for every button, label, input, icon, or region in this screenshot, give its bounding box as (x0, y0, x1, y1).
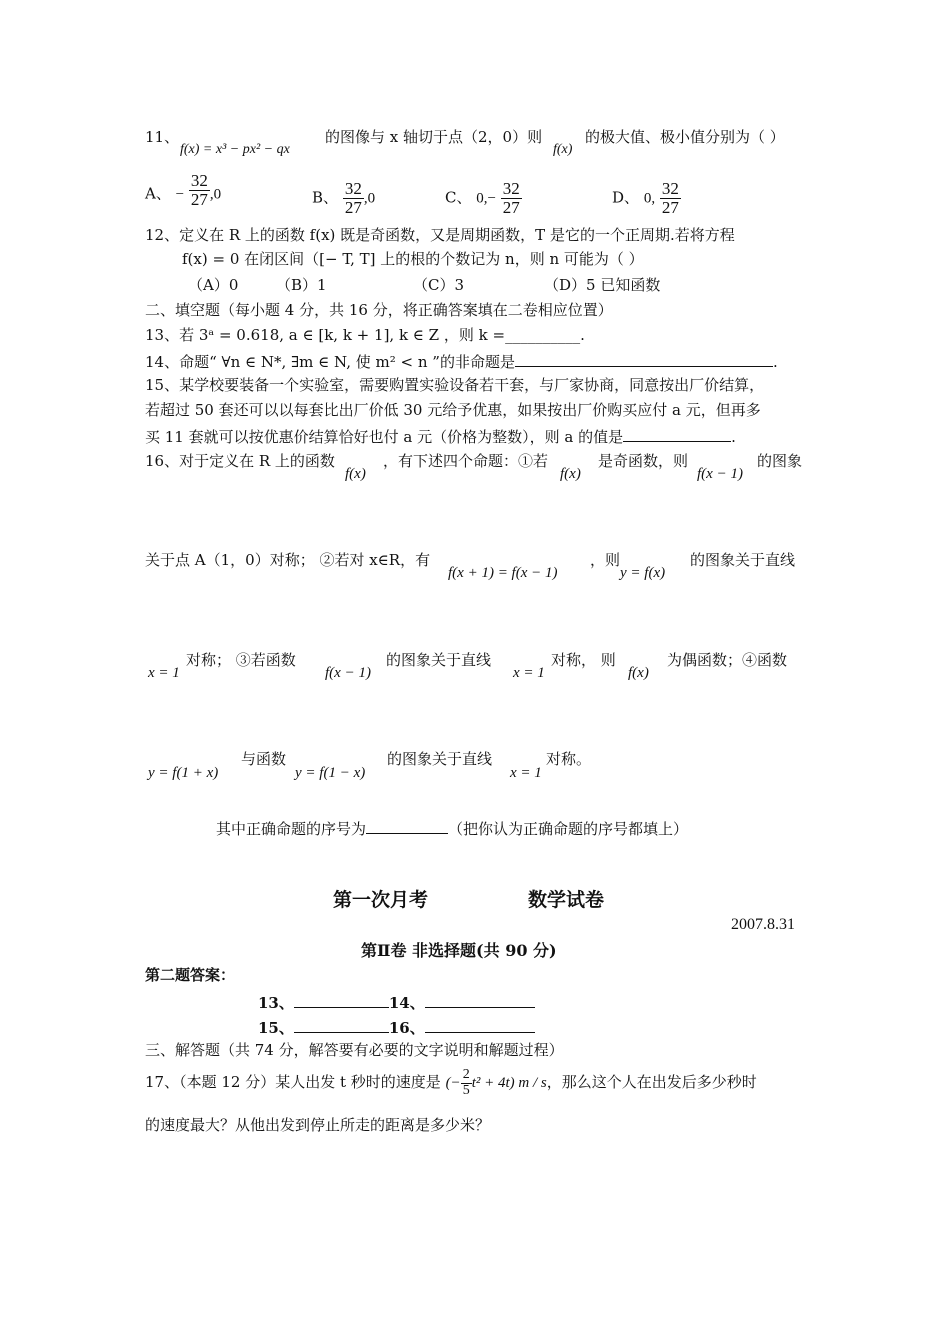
q16-line1a: 16、对于定义在 R 上的函数 (145, 452, 335, 470)
q16-line2b: ，则 (590, 551, 621, 569)
option-d: D、 0, $\frac{32}{27}$ (612, 179, 679, 217)
q14: 14、命题“ ∀n ∈ N*, ∃m ∈ N, 使 m² < n ”的非命题是 . (145, 353, 778, 371)
q16-eq2: f(x + 1) = f(x − 1) (448, 565, 558, 581)
q12-line1: 12、定义在 R 上的函数 f(x) 既是奇函数，又是周期函数，T 是它的一个正周期.若将方程 (145, 226, 735, 244)
q16-fx-minus-1: f(x − 1) (697, 466, 743, 482)
q16-line4a: 与函数 (241, 750, 287, 768)
q16-eq2b: y = f(x) (620, 565, 666, 581)
q16-eq4b: y = f(1 − x) (295, 765, 366, 781)
q14-blank[interactable] (515, 352, 773, 367)
answer-15-blank[interactable] (294, 1018, 389, 1033)
q16-line1b: ，有下述四个命题：①若 (383, 452, 549, 470)
section-2-heading: 二、填空题（每小题 4 分，共 16 分，将正确答案填在二卷相应位置） (145, 301, 613, 319)
answers-title: 第二题答案： (145, 966, 236, 984)
q16-line2c: 的图象关于直线 (690, 551, 796, 569)
q11-formula: f(x) = x³ − px² − qx (180, 142, 290, 157)
q16-line3a: 对称； ③若函数 (186, 651, 296, 669)
q12-option-d: （D）5 已知函数 (544, 276, 661, 294)
q16-line3b: 的图象关于直线 (386, 651, 492, 669)
exam-title-right: 数学试卷 (528, 889, 605, 911)
q16-line2a: 关于点 A（1，0）对称； ②若对 x∈R，有 (145, 551, 431, 569)
answer-14-blank[interactable] (425, 993, 535, 1008)
answer-13-blank[interactable] (294, 993, 389, 1008)
exam-title-left: 第一次月考 (333, 889, 429, 911)
q11-number: 11、 (145, 128, 180, 146)
part-2-title: 第Ⅱ卷 非选择题(共 90 分) (361, 941, 557, 960)
q16-line4c: 对称。 (546, 750, 592, 768)
q11-text1: 的图像与 x 轴切于点（2，0）则 (325, 128, 543, 146)
option-a: A、 − $\frac{32}{27}$ ,0 (145, 171, 222, 209)
q16-x1-c: x = 1 (510, 765, 542, 781)
q16-fx: f(x) (345, 466, 366, 482)
answer-16-blank[interactable] (425, 1018, 535, 1033)
q16-eq4a: y = f(1 + x) (148, 765, 219, 781)
q15-line1: 15、某学校要装备一个实验室，需要购置实验设备若干套，与厂家协商，同意按出厂价结算， (145, 376, 765, 394)
q16-line3c: 对称， 则 (551, 651, 616, 669)
q16-x1-b: x = 1 (513, 665, 545, 681)
q16-answer: 其中正确命题的序号为 （把你认为正确命题的序号都填上） (216, 820, 689, 838)
q13: 13、若 3ᵃ = 0.618, a ∈ [k, k + 1], k ∈ Z ，则 k =__________. (145, 326, 585, 344)
q12-option-c: （C）3 (413, 276, 465, 294)
q16-line1d: 的图象 (757, 452, 803, 470)
section-3-heading: 三、解答题（共 74 分，解答要有必要的文字说明和解题过程） (145, 1041, 564, 1059)
answer-row-1: 13、 14、 (258, 993, 535, 1011)
q12-option-a: （A）0 (188, 276, 239, 294)
q12-option-b: （B）1 (276, 276, 327, 294)
q16-fx-2: f(x) (560, 466, 581, 482)
q11-fx: f(x) (553, 142, 573, 157)
q16-line1c: 是奇函数，则 (598, 452, 689, 470)
option-b: B、 $\frac{32}{27}$ ,0 (312, 179, 376, 217)
answer-row-2: 15、 16、 (258, 1018, 535, 1036)
q16-fx-minus-1-b: f(x − 1) (325, 665, 371, 681)
q15-blank[interactable] (623, 427, 731, 442)
exam-date: 2007.8.31 (731, 916, 795, 933)
q15-line2: 若超过 50 套还可以以每套比出厂价低 30 元给予优惠，如果按出厂价购买应付 a 元，但再多 (145, 401, 761, 419)
q15-line3: 买 11 套就可以按优惠价结算恰好也付 a 元（价格为整数），则 a 的值是 . (145, 428, 736, 446)
q17-line1: 17、（本题 12 分）某人出发 t 秒时的速度是 (− $\frac{2}{5}$ t² + 4t) m / s，那么这个人在出发后多少秒时 (145, 1067, 757, 1098)
q16-line3d: 为偶函数；④函数 (667, 651, 788, 669)
q16-blank[interactable] (366, 819, 448, 834)
q11-text2: 的极大值、极小值分别为（ ） (585, 128, 785, 146)
option-c: C、 0,− $\frac{32}{27}$ (445, 179, 520, 217)
q16-line4b: 的图象关于直线 (387, 750, 493, 768)
q16-x1-a: x = 1 (148, 665, 180, 681)
q16-fx-3: f(x) (628, 665, 649, 681)
q17-line2: 的速度最大？从他出发到停止所走的距离是多少米？ (145, 1116, 491, 1134)
q12-line2: f(x) = 0 在闭区间（[− T, T] 上的根的个数记为 n，则 n 可能为（ ） (182, 250, 644, 268)
